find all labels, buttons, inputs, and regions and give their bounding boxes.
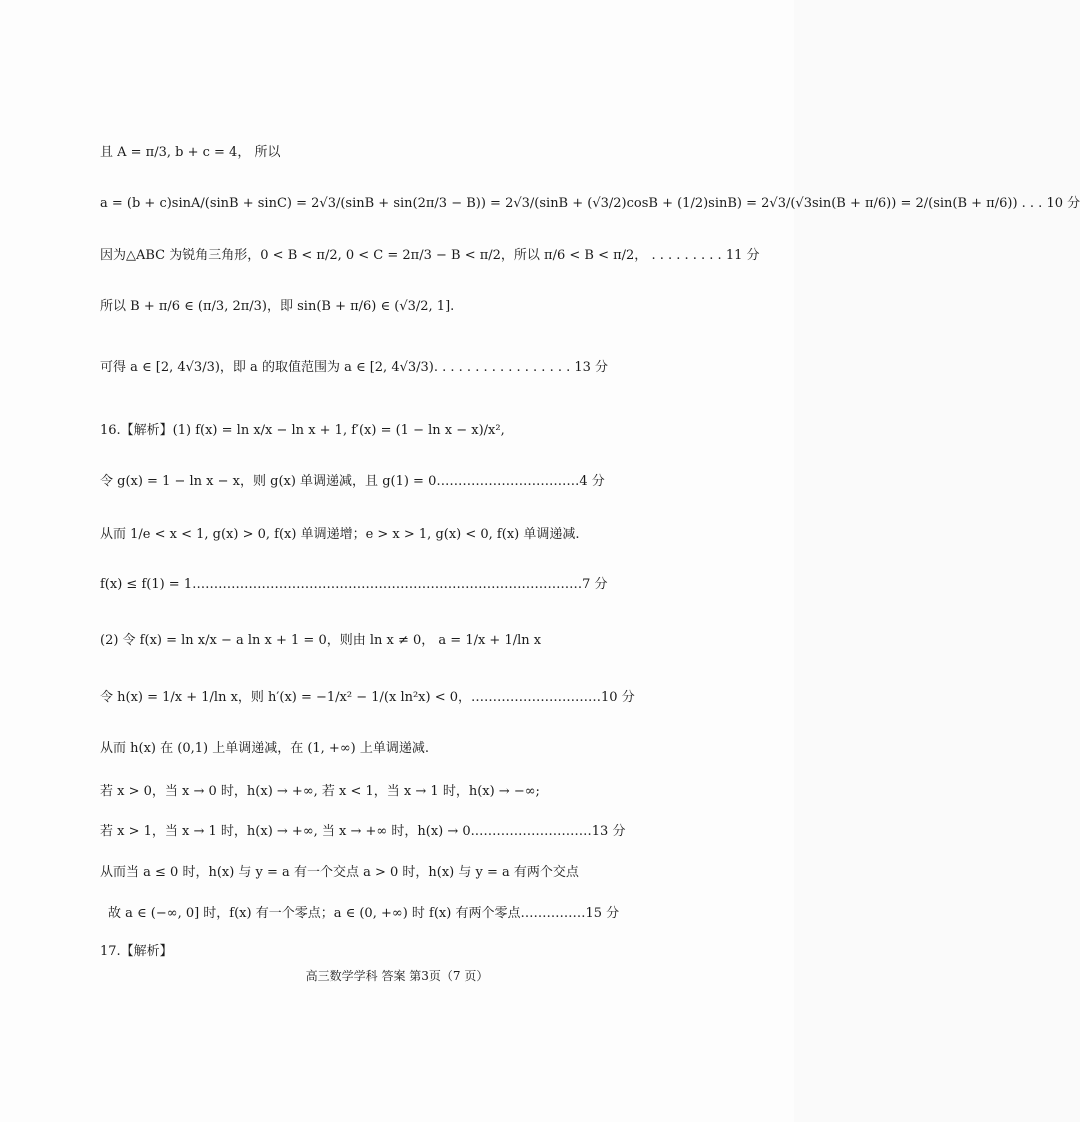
text-line: 从而 h(x) 在 (0,1) 上单调递减，在 (1, +∞) 上单调递减. [100,741,429,756]
text-line: 故 a ∈ (−∞, 0] 时，f(x) 有一个零点；a ∈ (0, +∞) 时 f(x) 有两个零点……………15 分 [108,906,620,921]
text-line: a = (b + c)sinA/(sinB + sinC) = 2√3/(sinB + sin(2π/3 − B)) = 2√3/(sinB + (√3/2)cosB + (1/2)sinB) = 2√3/(√3sin(B + π/6)) = 2/(sin(B + π/6)) . . . 10 分 [100,196,1080,211]
text-line: 16.【解析】(1) f(x) = ln x/x − ln x + 1, f′(x) = (1 − ln x − x)/x², [100,423,505,438]
text-line: 从而当 a ≤ 0 时，h(x) 与 y = a 有一个交点 a > 0 时，h(x) 与 y = a 有两个交点 [100,865,579,880]
text-line: 且 A = π/3, b + c = 4， 所以 [100,145,281,160]
text-line: 因为△ABC 为锐角三角形，0 < B < π/2, 0 < C = 2π/3 − B < π/2，所以 π/6 < B < π/2， . . . . . . . . . 11 分 [100,248,760,263]
text-line: 可得 a ∈ [2, 4√3/3)，即 a 的取值范围为 a ∈ [2, 4√3/3). . . . . . . . . . . . . . . . . 13 分 [100,360,609,375]
text-line: 令 h(x) = 1/x + 1/ln x，则 h′(x) = −1/x² − 1/(x ln²x) < 0，…………………………10 分 [100,690,635,705]
text-line: f(x) ≤ f(1) = 1………………………………………………………………………………7 分 [100,577,608,592]
text-line: 令 g(x) = 1 − ln x − x，则 g(x) 单调递减，且 g(1) = 0……………………………4 分 [100,474,605,489]
text-line: (2) 令 f(x) = ln x/x − a ln x + 1 = 0，则由 ln x ≠ 0， a = 1/x + 1/ln x [100,633,542,648]
page-footer: 高三数学学科 答案 第3页（7 页） [305,969,489,983]
text-line: 若 x > 0，当 x → 0 时，h(x) → +∞, 若 x < 1，当 x → 1 时，h(x) → −∞; [100,784,540,799]
text-line: 从而 1/e < x < 1, g(x) > 0, f(x) 单调递增；e > x > 1, g(x) < 0, f(x) 单调递减. [100,527,580,542]
text-line: 所以 B + π/6 ∈ (π/3, 2π/3)，即 sin(B + π/6) ∈ (√3/2, 1]. [100,299,455,314]
text-line: 若 x > 1，当 x → 1 时，h(x) → +∞, 当 x → +∞ 时，h(x) → 0.………………………13 分 [100,824,626,839]
section-heading: 17.【解析】 [100,944,173,959]
